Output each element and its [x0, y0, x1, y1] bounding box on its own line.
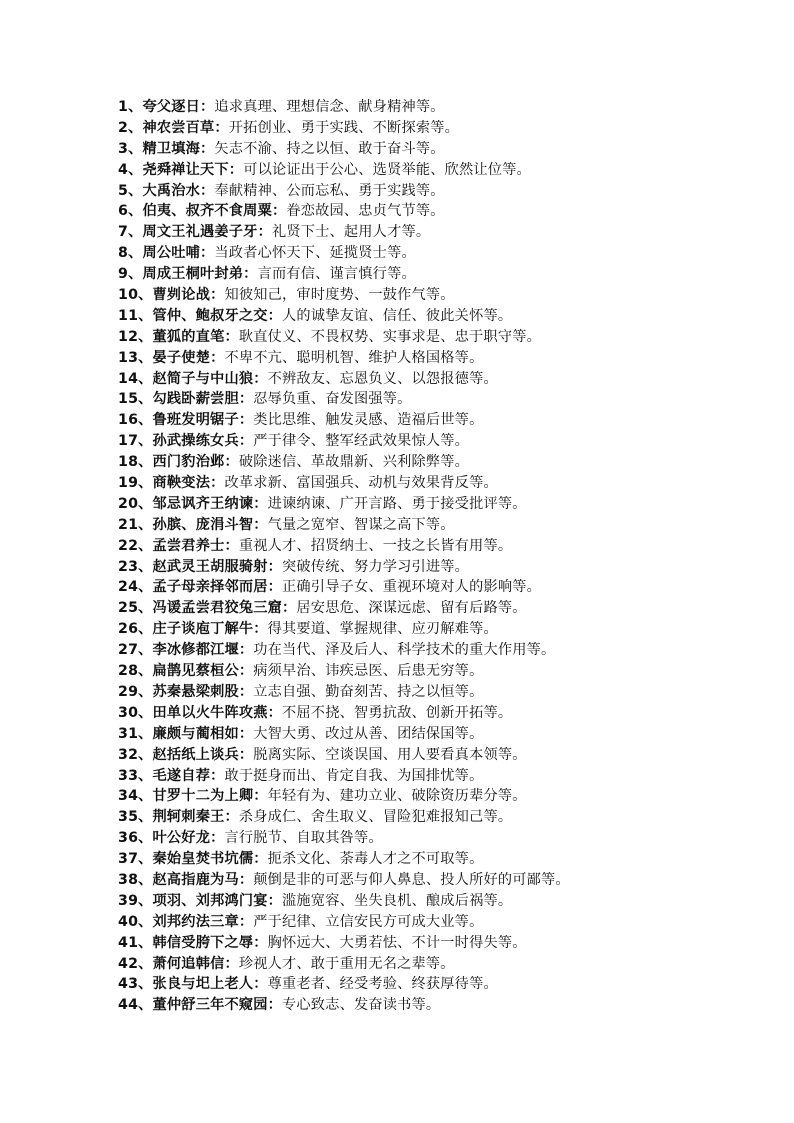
item-number: 43、: [118, 976, 153, 993]
item-title: 扁鹊见蔡桓公：: [152, 663, 254, 680]
item-title: 周公吐哺：: [142, 245, 215, 262]
item-title: 邹忌讽齐王纳谏：: [152, 495, 268, 512]
item-text: 破除迷信、革故鼎新、兴利除弊等。: [238, 454, 470, 471]
item-text: 颠倒是非的可恶与仰人鼻息、投人所好的可鄙等。: [253, 871, 570, 888]
item-title: 大禹治水：: [142, 182, 215, 199]
list-item: [118, 724, 778, 745]
item-text: 功在当代、泽及后人、科学技术的重大作用等。: [253, 642, 556, 659]
list-item: [118, 306, 778, 327]
item-number: 26、: [118, 621, 153, 638]
item-number: 34、: [118, 788, 153, 805]
item-title: 孟尝君养士：: [152, 537, 239, 554]
item-text: 矢志不渝、持之以恒、敢于奋斗等。: [214, 140, 445, 157]
list-item: [118, 327, 778, 348]
item-text: 言而有信、谨言慎行等。: [257, 266, 416, 283]
item-number: 35、: [118, 809, 153, 826]
item-text: 病须早治、讳疾忌医、后患无穷等。: [253, 663, 484, 680]
item-number: 31、: [118, 725, 153, 742]
list-item: [118, 619, 778, 640]
item-text: 耿直仗义、不畏权势、实事求是、忠于职守等。: [238, 328, 541, 345]
list-item: [118, 577, 778, 598]
item-title: 西门豹治邺：: [152, 454, 239, 471]
item-text: 人的诚挚友谊、信任、彼此关怀等。: [282, 307, 513, 324]
item-text: 眷恋故园、忠贞气节等。: [286, 203, 445, 220]
item-title: 廉颇与蔺相如：: [152, 725, 254, 742]
item-title: 赵高指鹿为马：: [152, 871, 254, 888]
item-title: 董狐的直笔：: [152, 328, 239, 345]
item-text: 正确引导子女、重视环境对人的影响等。: [282, 579, 542, 596]
item-title: 神农尝百草：: [142, 119, 229, 136]
list-item: [118, 870, 778, 891]
item-title: 冯谖孟尝君狡兔三窟：: [152, 600, 297, 617]
item-title: 萧何追韩信：: [152, 955, 239, 972]
list-item: [118, 995, 778, 1016]
item-text: 得其要道、掌握规律、应刃解难等。: [267, 621, 498, 638]
item-text: 胸怀远大、大勇若怯、不计一时得失等。: [267, 934, 527, 951]
list-item: [118, 473, 778, 494]
item-text: 立志自强、勤奋刻苦、持之以恒等。: [253, 683, 484, 700]
list-item: [118, 222, 778, 243]
list-item: [118, 640, 778, 661]
list-item: [118, 410, 778, 431]
item-title: 荆轲刺秦王：: [152, 809, 239, 826]
item-number: 32、: [118, 746, 153, 763]
list-item: [118, 160, 778, 181]
item-number: 8、: [118, 245, 143, 262]
item-number: 18、: [118, 454, 153, 471]
item-text: 知彼知己，审时度势、一鼓作气等。: [224, 287, 455, 304]
list-item: [118, 974, 778, 995]
item-number: 33、: [118, 767, 153, 784]
item-number: 20、: [118, 495, 153, 512]
item-text: 滥施宽容、坐失良机、酿成后祸等。: [282, 892, 513, 909]
list-item: [118, 828, 778, 849]
item-number: 1、: [118, 99, 143, 115]
item-title: 商鞅变法：: [152, 475, 225, 492]
item-text: 严于纪律、立信安民方可成大业等。: [253, 913, 484, 930]
item-text: 奉献精神、公而忘私、勇于实践等。: [214, 182, 445, 199]
item-number: 2、: [118, 119, 143, 136]
item-number: 14、: [118, 370, 153, 387]
item-title: 管仲、鲍叔牙之交：: [152, 307, 283, 324]
item-text: 言行脱节、自取其咎等。: [224, 830, 383, 847]
list-item: [118, 348, 778, 369]
item-title: 赵括纸上谈兵：: [152, 746, 254, 763]
item-number: 4、: [118, 161, 143, 178]
item-title: 勾践卧薪尝胆：: [152, 391, 254, 408]
list-item: [118, 264, 778, 285]
item-number: 37、: [118, 851, 153, 868]
list-item: [118, 682, 778, 703]
item-title: 甘罗十二为上卿：: [152, 788, 268, 805]
item-title: 赵武灵王胡服骑射：: [152, 558, 283, 575]
list-item: [118, 515, 778, 536]
item-title: 叶公好龙：: [152, 830, 225, 847]
item-number: 17、: [118, 433, 153, 450]
list-item: [118, 557, 778, 578]
item-number: 38、: [118, 871, 153, 888]
list-item: [118, 389, 778, 410]
list-item: [118, 954, 778, 975]
item-title: 尧舜禅让天下：: [142, 161, 244, 178]
item-text: 忍辱负重、奋发图强等。: [253, 391, 412, 408]
list-item: [118, 181, 778, 202]
item-number: 22、: [118, 537, 153, 554]
list-item: [118, 703, 778, 724]
item-number: 39、: [118, 892, 153, 909]
list-item: [118, 118, 778, 139]
item-title: 孙膑、庞涓斗智：: [152, 516, 268, 533]
list-item: [118, 285, 778, 306]
item-number: 3、: [118, 140, 143, 157]
idiom-list: [118, 97, 778, 1016]
item-text: 尊重老者、经受考验、终获厚待等。: [267, 976, 498, 993]
list-item: [118, 243, 778, 264]
item-title: 赵简子与中山狼：: [152, 370, 268, 387]
list-item: [118, 849, 778, 870]
list-item: [118, 766, 778, 787]
item-text: 当政者心怀天下、延揽贤士等。: [214, 245, 416, 262]
item-number: 5、: [118, 182, 143, 199]
item-text: 年轻有为、建功立业、破除资历辈分等。: [267, 788, 527, 805]
list-item: [118, 891, 778, 912]
list-item: [118, 807, 778, 828]
item-text: 大智大勇、改过从善、团结保国等。: [253, 725, 484, 742]
item-number: 12、: [118, 328, 153, 345]
item-text: 不卑不亢、聪明机智、维护人格国格等。: [224, 349, 484, 366]
item-text: 追求真理、理想信念、献身精神等。: [214, 99, 445, 115]
list-item: [118, 933, 778, 954]
item-title: 刘邦约法三章：: [152, 913, 254, 930]
list-item: [118, 369, 778, 390]
item-title: 曹刿论战：: [152, 287, 225, 304]
item-text: 专心致志、发奋读书等。: [282, 997, 441, 1014]
list-item: [118, 786, 778, 807]
item-text: 可以论证出于公心、选贤举能、欣然让位等。: [243, 161, 531, 178]
item-text: 改革求新、富国强兵、动机与效果背反等。: [224, 475, 498, 492]
item-number: 44、: [118, 997, 153, 1014]
item-number: 13、: [118, 349, 153, 366]
item-text: 突破传统、努力学习引进等。: [282, 558, 470, 575]
item-number: 7、: [118, 224, 143, 241]
item-number: 9、: [118, 266, 143, 283]
item-number: 10、: [118, 287, 153, 304]
item-title: 周文王礼遇姜子牙：: [142, 224, 272, 241]
list-item: [118, 661, 778, 682]
list-item: [118, 452, 778, 473]
item-title: 孟子母亲择邻而居：: [152, 579, 283, 596]
item-text: 重视人才、招贤纳士、一技之长皆有用等。: [238, 537, 513, 554]
item-text: 开拓创业、勇于实践、不断探索等。: [228, 119, 459, 136]
list-item: [118, 494, 778, 515]
item-number: 6、: [118, 203, 143, 220]
item-title: 庄子谈庖丁解牛：: [152, 621, 268, 638]
item-title: 田单以火牛阵攻燕：: [152, 704, 283, 721]
item-text: 脱离实际、空谈误国、用人要看真本领等。: [253, 746, 527, 763]
list-item: [118, 536, 778, 557]
item-number: 29、: [118, 683, 153, 700]
item-text: 进谏纳谏、广开言路、勇于接受批评等。: [267, 495, 527, 512]
item-number: 19、: [118, 475, 153, 492]
item-number: 23、: [118, 558, 153, 575]
item-number: 21、: [118, 516, 153, 533]
item-title: 董仲舒三年不窥园：: [152, 997, 283, 1014]
item-title: 精卫填海：: [142, 140, 215, 157]
item-title: 苏秦悬梁刺股：: [152, 683, 254, 700]
list-item: [118, 912, 778, 933]
item-number: 11、: [118, 307, 153, 324]
item-title: 孙武操练女兵：: [152, 433, 254, 450]
list-item: [118, 431, 778, 452]
item-text: 不辨敌友、忘恩负义、以怨报德等。: [267, 370, 498, 387]
item-text: 不屈不挠、智勇抗敌、创新开拓等。: [282, 704, 513, 721]
item-number: 24、: [118, 579, 153, 596]
item-text: 气量之宽窄、智谋之高下等。: [267, 516, 455, 533]
item-number: 25、: [118, 600, 153, 617]
item-title: 韩信受胯下之辱：: [152, 934, 268, 951]
item-title: 李冰修都江堰：: [152, 642, 254, 659]
item-title: 伯夷、叔齐不食周粟：: [142, 203, 287, 220]
item-text: 居安思危、深谋远虑、留有后路等。: [296, 600, 527, 617]
item-number: 30、: [118, 704, 153, 721]
item-text: 敢于挺身而出、肯定自我、为国排忧等。: [224, 767, 484, 784]
item-number: 28、: [118, 663, 153, 680]
item-title: 周成王桐叶封弟：: [142, 266, 258, 283]
item-text: 扼杀文化、荼毒人才之不可取等。: [267, 851, 484, 868]
item-number: 27、: [118, 642, 153, 659]
list-item: [118, 97, 778, 118]
item-number: 16、: [118, 412, 153, 429]
item-text: 严于律令、整军经武效果惊人等。: [253, 433, 470, 450]
item-number: 15、: [118, 391, 153, 408]
item-title: 毛遂自荐：: [152, 767, 225, 784]
item-title: 秦始皇焚书坑儒：: [152, 851, 268, 868]
item-text: 杀身成仁、舍生取义、冒险犯难报知己等。: [238, 809, 513, 826]
list-item: [118, 201, 778, 222]
item-number: 42、: [118, 955, 153, 972]
item-number: 41、: [118, 934, 153, 951]
item-number: 36、: [118, 830, 153, 847]
item-title: 鲁班发明锯子：: [152, 412, 254, 429]
item-title: 夸父逐日：: [142, 99, 215, 115]
item-title: 项羽、刘邦鸿门宴：: [152, 892, 283, 909]
item-title: 张良与圯上老人：: [152, 976, 268, 993]
item-number: 40、: [118, 913, 153, 930]
item-title: 晏子使楚：: [152, 349, 225, 366]
item-text: 珍视人才、敢于重用无名之辈等。: [238, 955, 455, 972]
item-text: 类比思维、触发灵感、造福后世等。: [253, 412, 484, 429]
list-item: [118, 139, 778, 160]
list-item: [118, 745, 778, 766]
list-item: [118, 598, 778, 619]
item-text: 礼贤下士、起用人才等。: [271, 224, 431, 241]
